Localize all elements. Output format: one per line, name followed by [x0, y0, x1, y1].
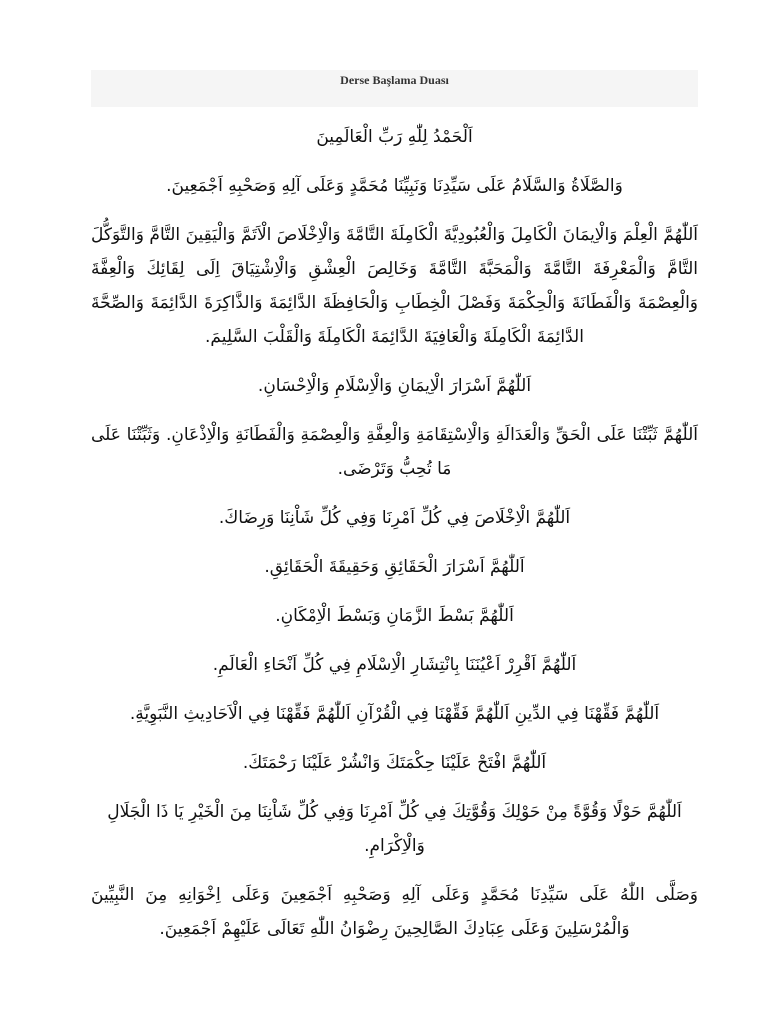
paragraph-fath: اَللّٰهُمَّ افْتَحْ عَلَيْنَا حِكْمَتَكَ وَانْشُرْ عَلَيْنَا رَحْمَتَكَ.	[242, 753, 547, 773]
document-title: Derse Başlama Duası	[340, 73, 449, 87]
paragraph-closing: وَصَلَّى اللّٰهُ عَلَى سَيِّدِنَا مُحَمَّدٍ وَعَلَى آلِهِ وَصَحْبِهِ اَجْمَعِينَ وَعَلَى اِخْوَانِهِ مِنَ النَّبِيِّينَ وَالْمُرْسَلِينَ وَعَلَى عِبَادِكَ الصَّالِحِينَ رِضْوَانُ اللّٰهِ تَعَالَى عَلَيْهِمْ اَجْمَعِينَ.	[91, 885, 698, 939]
paragraph-havl: اَللّٰهُمَّ حَوْلًا وَقُوَّةً مِنْ حَوْلِكَ وَقُوَّتِكَ فِي كُلِّ اَمْرِنَا وَفِي كُلِّ شَاْنِنَا مِنَ الْخَيْرِ يَا ذَا الْجَلَالِ وَالْاِكْرَامِ.	[107, 802, 682, 856]
paragraph-fikh: اَللّٰهُمَّ فَقِّهْنَا فِي الدِّينِ اَللّٰهُمَّ فَقِّهْنَا فِي الْقُرْآنِ اَللّٰهُمَّ فَقِّهْنَا فِي الْاَحَادِيثِ النَّبَوِيَّةِ.	[129, 704, 660, 724]
paragraph-salat: وَالصَّلَاةُ وَالسَّلَامُ عَلَى سَيِّدِنَا وَنَبِيِّنَا مُحَمَّدٍ وَعَلَى آلِهِ وَصَحْبِهِ اَجْمَعِينَ.	[166, 176, 623, 196]
prayer-text	[91, 120, 698, 946]
paragraph-hakaik: اَللّٰهُمَّ اَسْرَارَ الْحَقَائِقِ وَحَقِيقَةَ الْحَقَائِقِ.	[264, 557, 525, 577]
paragraph-esrar-iman: اَللّٰهُمَّ اَسْرَارَ الْاِيمَانِ وَالْاِسْلَامِ وَالْاِحْسَانِ.	[257, 376, 532, 396]
paragraph-ihlas: اَللّٰهُمَّ الْاِخْلَاصَ فِي كُلِّ اَمْرِنَا وَفِي كُلِّ شَاْنِنَا وَرِضَاكَ.	[218, 508, 571, 528]
paragraph-intishar: اَللّٰهُمَّ اَقْرِرْ اَعْيُنَنَا بِانْتِشَارِ الْاِسْلَامِ فِي كُلِّ اَنْحَاءِ الْعَالَمِ.	[212, 655, 577, 675]
document-header	[91, 70, 698, 107]
paragraph-ilm: اَللّٰهُمَّ الْعِلْمَ وَالْاِيمَانَ الْكَامِلَ وَالْعُبُودِيَّةَ الْكَامِلَةَ التَّامَّةَ وَالْاِخْلَاصَ الْاَتَمَّ وَالْيَقِينَ التَّامَّ وَالتَّوَكُّلَ التَّامَّ وَالْمَعْرِفَةَ التَّامَّةَ وَالْمَحَبَّةَ التَّامَّةَ وَخَالِصَ الْعِشْقِ وَالْاِشْتِيَاقَ اِلَى لِقَائِكَ وَالْعِفَّةَ وَالْعِصْمَةَ وَالْفَطَانَةَ وَالْحِكْمَةَ وَفَصْلَ الْخِطَابِ وَالْحَافِظَةَ الدَّائِمَةَ وَالذَّاكِرَةَ الدَّائِمَةَ وَالصِّحَّةَ الدَّائِمَةَ الْكَامِلَةَ وَالْعَافِيَةَ الدَّائِمَةَ الْكَامِلَةَ وَالْقَلْبَ السَّلِيمَ.	[91, 225, 698, 347]
paragraph-hamd: اَلْحَمْدُ لِلّٰهِ رَبِّ الْعَالَمِينَ	[316, 127, 473, 147]
paragraph-bast: اَللّٰهُمَّ بَسْطَ الزَّمَانِ وَبَسْطَ الْاِمْكَانِ.	[275, 606, 514, 626]
paragraph-sebat: اَللّٰهُمَّ ثَبِّتْنَا عَلَى الْحَقِّ وَالْعَدَالَةِ وَالْاِسْتِقَامَةِ وَالْعِفَّةِ وَالْعِصْمَةِ وَالْفَطَانَةِ وَالْاِذْعَانِ. وَثَبِّتْنَا عَلَى مَا تُحِبُّ وَتَرْضَى.	[91, 425, 698, 479]
